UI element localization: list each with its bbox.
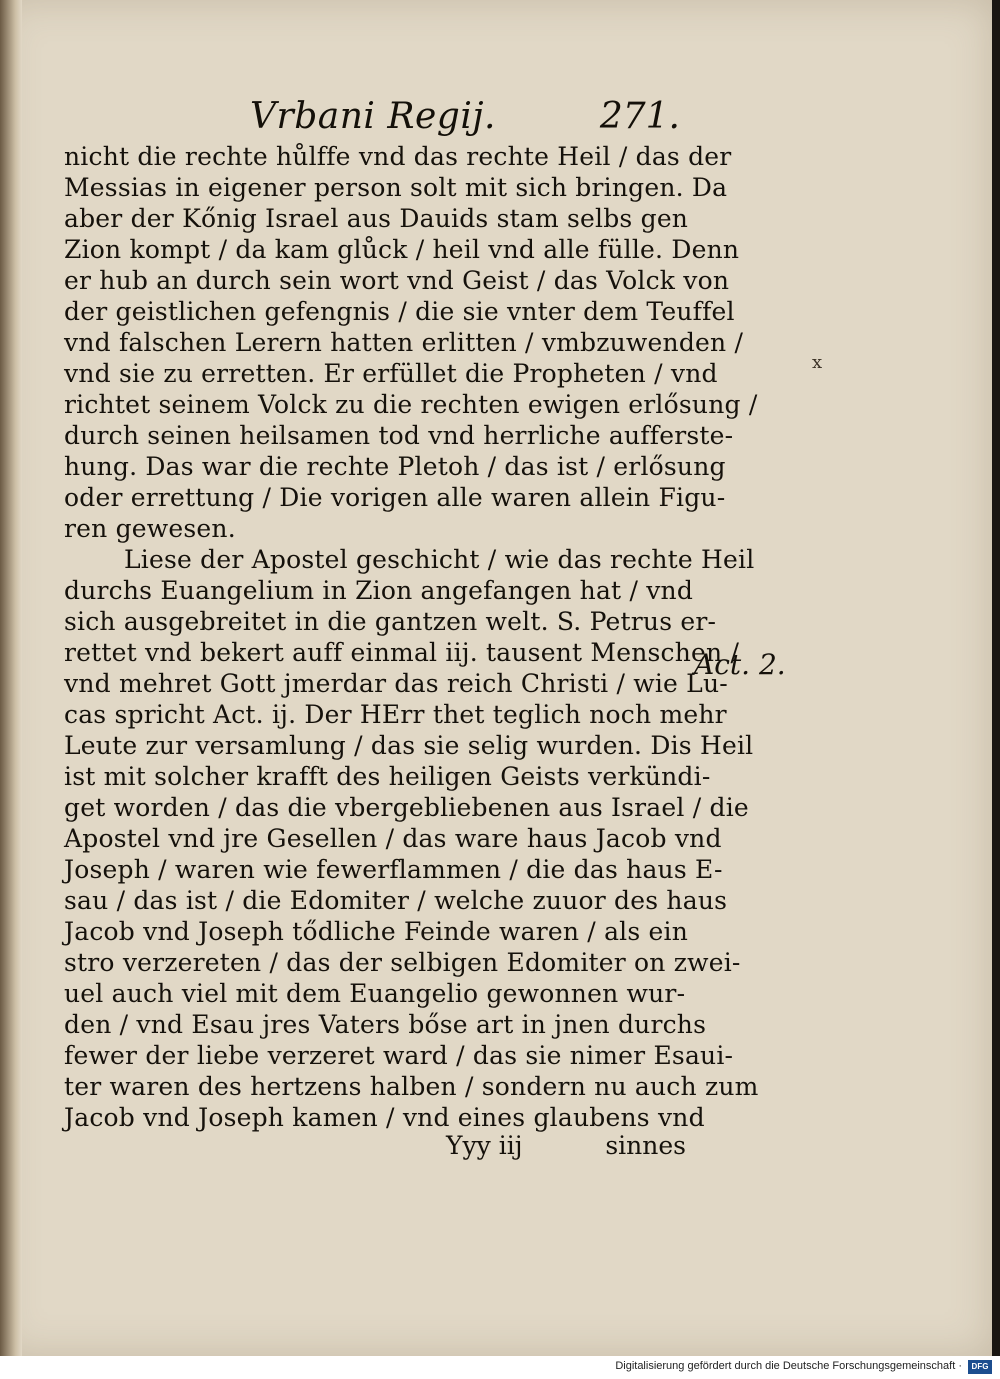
- text-line: sich ausgebreitet in die gantzen welt. S. Petrus er-: [64, 607, 717, 636]
- text-line: vnd mehret Gott jmerdar das reich Christi / wie Lu-: [64, 669, 728, 698]
- text-line: stro verzereten / das der selbigen Edomiter on zwei-: [64, 948, 741, 977]
- footer-credit: Digitalisierung gefördert durch die Deutsche Forschungsgemeinschaft ·: [615, 1360, 962, 1372]
- text-line: rettet vnd bekert auff einmal iij. tausent Menschen /: [64, 638, 740, 667]
- footer-bar: [0, 1356, 1000, 1379]
- text-line: Zion kompt / da kam glůck / heil vnd alle fülle. Denn: [64, 235, 740, 264]
- text-line: der geistlichen gefengnis / die sie vnter dem Teuffel: [64, 297, 735, 326]
- text-line: oder errettung / Die vorigen alle waren allein Figu-: [64, 483, 726, 512]
- text-line: ter waren des hertzens halben / sondern nu auch zum: [64, 1072, 759, 1101]
- margin-mark: x: [812, 352, 823, 373]
- text-line: sau / das ist / die Edomiter / welche zuuor des haus: [64, 886, 728, 915]
- text-line: vnd falschen Lerern hatten erlitten / vmbzuwenden /: [64, 328, 744, 357]
- text-line: Liese der Apostel geschicht / wie das rechte Heil: [124, 545, 755, 574]
- text-line: durch seinen heilsamen tod vnd herrliche aufferste-: [64, 421, 734, 450]
- text-line: durchs Euangelium in Zion angefangen hat / vnd: [64, 576, 694, 605]
- text-line: Apostel vnd jre Gesellen / das ware haus Jacob vnd: [64, 824, 722, 853]
- text-line: Jacob vnd Joseph kamen / vnd eines glaubens vnd: [64, 1103, 705, 1132]
- text-line: vnd sie zu erretten. Er erfüllet die Propheten / vnd: [64, 359, 718, 388]
- page-spine-shadow: [0, 0, 22, 1356]
- text-line: Jacob vnd Joseph tődliche Feinde waren / als ein: [64, 917, 689, 946]
- text-line: Joseph / waren wie fewerflammen / die das haus E-: [64, 855, 723, 884]
- text-line: cas spricht Act. ij. Der HErr thet teglich noch mehr: [64, 700, 727, 729]
- text-line: fewer der liebe verzeret ward / das sie nimer Esaui-: [64, 1041, 734, 1070]
- catchwords-line: [64, 1131, 694, 1165]
- text-line: ren gewesen.: [64, 514, 236, 543]
- text-line: hung. Das war die rechte Pletoh / das ist / erlősung: [64, 452, 726, 481]
- text-line: ist mit solcher krafft des heiligen Geists verkündi-: [64, 762, 711, 791]
- dfg-logo: DFG: [968, 1360, 992, 1374]
- text-line: get worden / das die vbergebliebenen aus Israel / die: [64, 793, 749, 822]
- text-line: uel auch viel mit dem Euangelio gewonnen wur-: [64, 979, 686, 1008]
- page-number: 271.: [599, 96, 680, 137]
- page-header: [250, 92, 680, 144]
- text-line: Leute zur versamlung / das sie selig wurden. Dis Heil: [64, 731, 754, 760]
- margin-note: Act. 2.: [694, 648, 786, 681]
- running-title: Vrbani Regij.: [250, 96, 496, 137]
- text-line: Messias in eigener person solt mit sich bringen. Da: [64, 173, 728, 202]
- text-line: aber der Kőnig Israel aus Dauids stam selbs gen: [64, 204, 689, 233]
- catchword: sinnes: [605, 1131, 686, 1160]
- text-line: nicht die rechte hůlffe vnd das rechte Heil / das der: [64, 142, 732, 171]
- signature-mark: Yyy iij: [446, 1131, 523, 1160]
- text-line: richtet seinem Volck zu die rechten ewigen erlősung /: [64, 390, 758, 419]
- text-line: er hub an durch sein wort vnd Geist / das Volck von: [64, 266, 730, 295]
- text-line: den / vnd Esau jres Vaters bőse art in jnen durchs: [64, 1010, 707, 1039]
